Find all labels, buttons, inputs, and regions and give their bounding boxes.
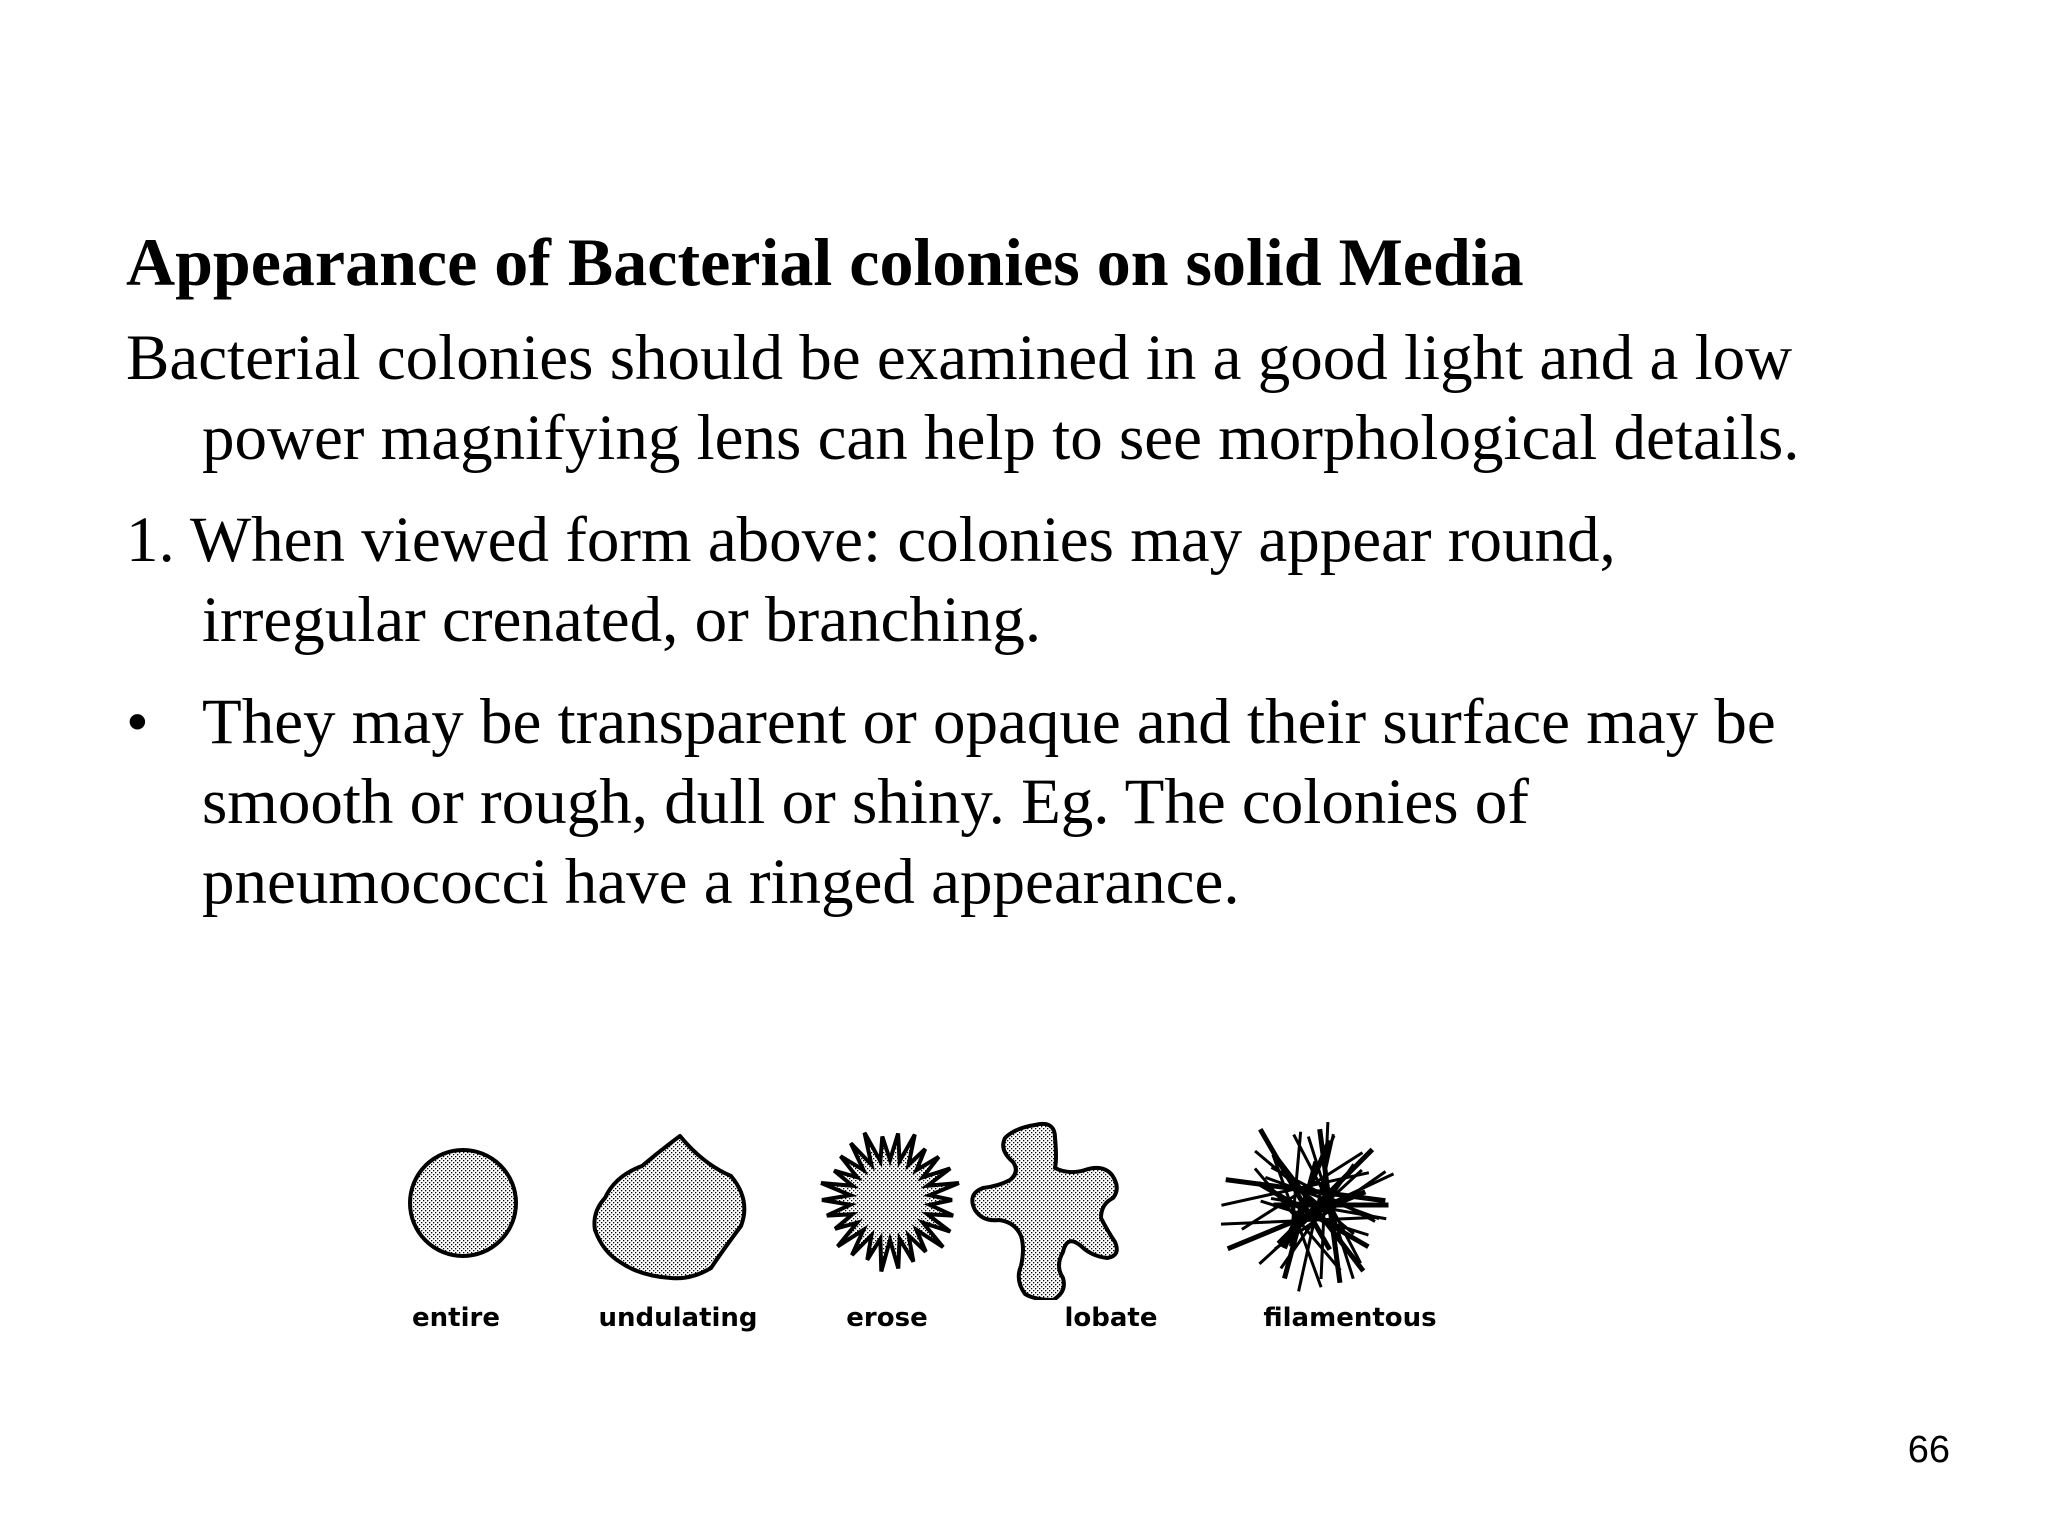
bullet-point	[126, 682, 1986, 922]
label-lobate: lobate	[1064, 1303, 1158, 1333]
colony-shapes-illustration	[395, 1080, 1465, 1300]
point-1-line-2: irregular crenated, or branching.	[202, 584, 1042, 656]
colony-forms-figure	[395, 1080, 1465, 1360]
bullet-line-3: pneumococci have a ringed appearance.	[202, 846, 1240, 918]
erose-colony-shape	[821, 1133, 959, 1272]
point-1-line-1: 1. When viewed form above: colonies may appear round,	[126, 504, 1616, 576]
label-undulating: undulating	[598, 1303, 758, 1333]
bullet-line-1: They may be transparent or opaque and their surface may be	[202, 686, 1776, 758]
page-number: 66	[1907, 1429, 1950, 1471]
numbered-point-1	[126, 500, 1986, 660]
label-erose: erose	[846, 1303, 928, 1333]
intro-paragraph	[126, 318, 1986, 478]
undulating-colony-shape	[594, 1136, 744, 1278]
label-filamentous: filamentous	[1263, 1303, 1437, 1333]
slide-title: Appearance of Bacterial colonies on solid Media	[126, 224, 1524, 300]
label-entire: entire	[412, 1303, 500, 1333]
bullet-mark: •	[126, 686, 149, 758]
lobate-colony-shape	[972, 1124, 1116, 1300]
intro-line-1: Bacterial colonies should be examined in a good light and a low	[126, 322, 1793, 394]
bullet-line-2: smooth or rough, dull or shiny. Eg. The colonies of	[202, 766, 1529, 838]
entire-colony-shape	[410, 1150, 516, 1256]
filamentous-colony-shape	[1223, 1124, 1393, 1290]
intro-line-2: power magnifying lens can help to see morphological details.	[202, 402, 1800, 474]
